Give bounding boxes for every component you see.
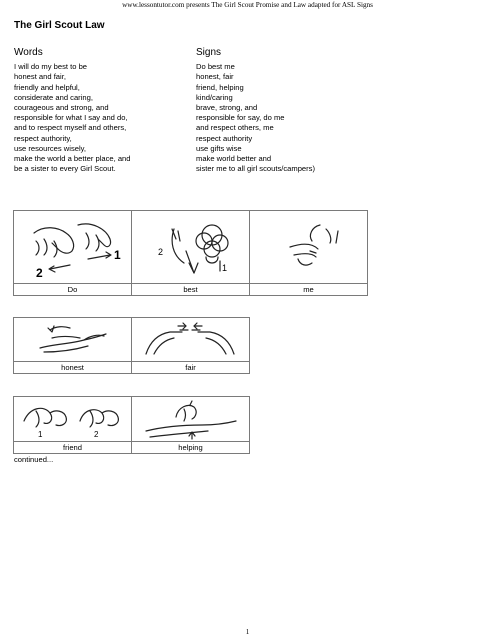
signs-line: kind/caring xyxy=(196,92,233,102)
sign-cell-best xyxy=(131,210,250,296)
signs-line: responsible for say, do me xyxy=(196,113,285,123)
sign-caption-do: Do xyxy=(14,283,131,295)
helping-sign-illustration xyxy=(132,397,249,441)
signs-line: make world better and xyxy=(196,154,272,164)
best-sign-illustration xyxy=(132,211,249,283)
sign-cell-helping xyxy=(131,396,250,454)
sign-caption-helping: helping xyxy=(132,441,249,453)
friend-sign-drawing xyxy=(14,397,131,441)
honest-sign-illustration xyxy=(14,318,131,361)
words-line: use resources wisely, xyxy=(14,143,87,153)
me-sign-illustration xyxy=(250,211,367,283)
helping-sign-drawing xyxy=(132,397,249,441)
words-line: I will do my best to be xyxy=(14,62,88,72)
words-line: responsible for what I say and do, xyxy=(14,113,128,123)
do-sign-drawing xyxy=(14,211,131,283)
sign-caption-friend: friend xyxy=(14,441,131,453)
sign-row-2 xyxy=(13,317,249,374)
sign-cell-do xyxy=(13,210,132,296)
sign-cell-friend xyxy=(13,396,132,454)
signs-line: honest, fair xyxy=(196,72,234,82)
signs-line: Do best me xyxy=(196,62,235,72)
sign-caption-honest: honest xyxy=(14,361,131,373)
signs-line: use gifts wise xyxy=(196,143,242,153)
fair-sign-drawing xyxy=(132,318,249,361)
signs-heading: Signs xyxy=(196,47,222,58)
words-line: make the world a better place, and xyxy=(14,154,131,164)
friend-mark-1: 1 xyxy=(38,430,43,439)
friend-sign-illustration xyxy=(14,397,131,441)
sign-row-3 xyxy=(13,396,249,454)
sign-cell-me xyxy=(249,210,368,296)
friend-mark-2: 2 xyxy=(94,430,99,439)
sign-row-1 xyxy=(13,210,367,296)
page-title: The Girl Scout Law xyxy=(14,20,105,31)
words-line: courageous and strong, and xyxy=(14,103,109,113)
words-line: respect authority, xyxy=(14,133,72,143)
signs-column xyxy=(196,48,396,174)
page-header: www.lessontutor.com presents The Girl Scout Promise and Law adapted for ASL Signs xyxy=(122,1,373,9)
sign-caption-me: me xyxy=(250,283,367,295)
me-sign-drawing xyxy=(250,211,367,283)
signs-line: and respect others, me xyxy=(196,123,274,133)
sign-caption-best: best xyxy=(132,283,249,295)
signs-line: respect authority xyxy=(196,133,253,143)
best-mark-1: 1 xyxy=(222,263,228,273)
sign-caption-fair: fair xyxy=(132,361,249,373)
honest-sign-drawing xyxy=(14,318,131,361)
do-mark-1: 1 xyxy=(114,248,121,262)
words-column xyxy=(14,48,189,174)
words-line: and to respect myself and others, xyxy=(14,123,127,133)
do-sign-illustration xyxy=(14,211,131,283)
words-line: be a sister to every Girl Scout. xyxy=(14,164,116,174)
continued-note: continued... xyxy=(14,455,54,464)
words-line: friendly and helpful, xyxy=(14,82,80,92)
signs-line: brave, strong, and xyxy=(196,103,258,113)
signs-line: friend, helping xyxy=(196,82,244,92)
words-heading: Words xyxy=(14,47,43,58)
best-sign-drawing xyxy=(132,211,249,283)
best-mark-2: 2 xyxy=(158,247,164,257)
sign-cell-fair xyxy=(131,317,250,374)
sign-cell-honest xyxy=(13,317,132,374)
fair-sign-illustration xyxy=(132,318,249,361)
signs-line: sister me to all girl scouts/campers) xyxy=(196,164,316,174)
page-number: 1 xyxy=(245,628,250,636)
words-line: considerate and caring, xyxy=(14,92,93,102)
do-mark-2: 2 xyxy=(36,266,43,280)
words-line: honest and fair, xyxy=(14,72,66,82)
